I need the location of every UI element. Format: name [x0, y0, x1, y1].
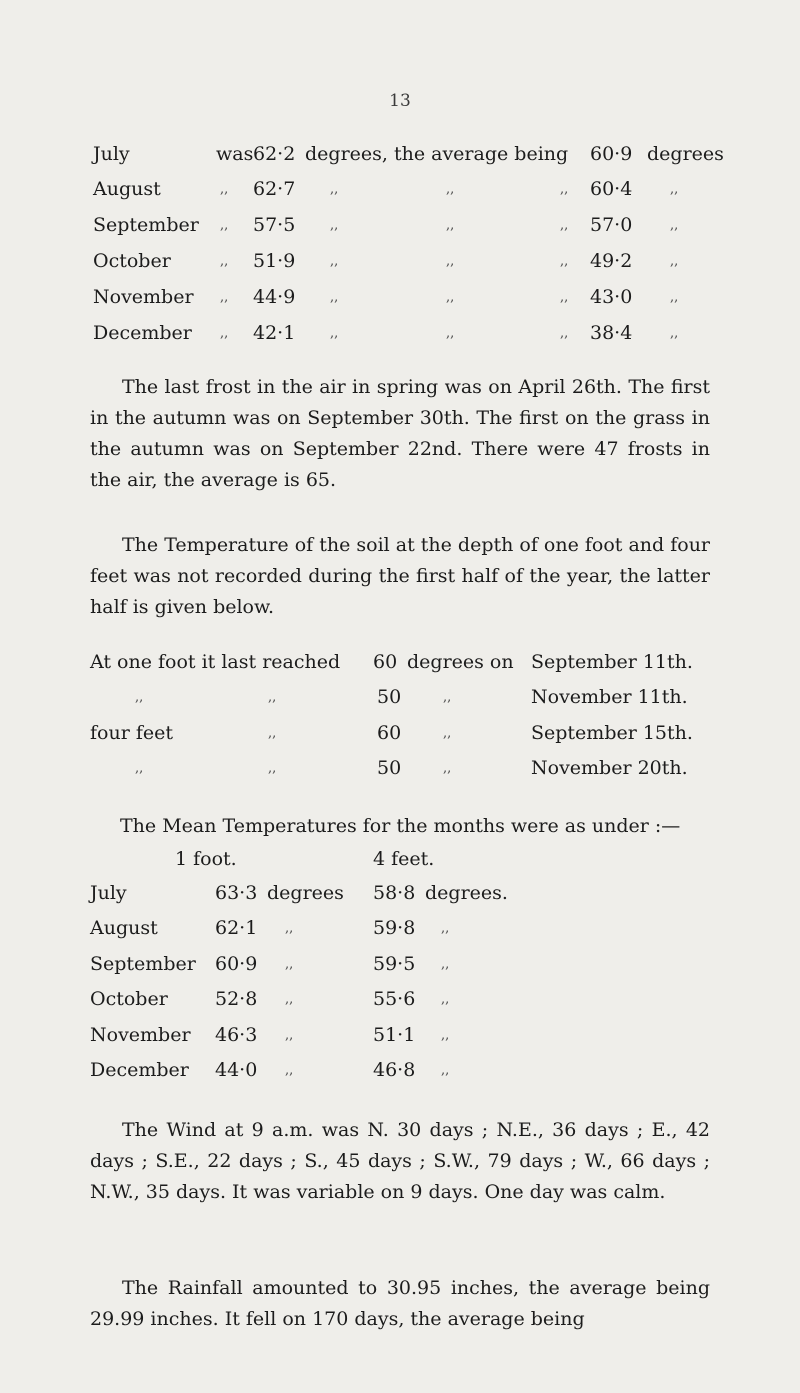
ditto-mark: ,, — [220, 182, 229, 197]
month-label: August — [93, 178, 161, 200]
was-label: was — [216, 143, 254, 165]
date: November 20th. — [531, 757, 688, 779]
ditto-mark: ,, — [441, 921, 450, 936]
value: 51·9 — [253, 250, 296, 272]
depth-label: At one foot it last reached — [90, 651, 341, 673]
month-label: November — [90, 1024, 191, 1046]
ditto-mark: ,, — [330, 254, 339, 269]
ditto-mark: ,, — [268, 761, 277, 776]
date: September 11th. — [531, 651, 693, 673]
month-label: November — [93, 286, 194, 308]
soil-paragraph: The Temperature of the soil at the depth of one foot and four feet was not recorded during the first half of the year, the latter half is given below. — [90, 534, 711, 618]
ditto-mark: ,, — [268, 726, 277, 741]
ditto-mark: ,, — [285, 921, 294, 936]
value: 44·9 — [253, 286, 296, 308]
page-number: 13 — [389, 91, 411, 111]
ditto-mark: ,, — [330, 182, 339, 197]
ditto-mark: ,, — [446, 326, 455, 341]
month-label: October — [90, 988, 168, 1010]
ditto-mark: ,, — [441, 1063, 450, 1078]
value: 60 — [373, 651, 398, 673]
ditto-mark: ,, — [560, 326, 569, 341]
ditto-mark: ,, — [670, 290, 679, 305]
ditto-mark: ,, — [285, 957, 294, 972]
four-feet-value: 55·6 — [373, 988, 416, 1010]
average-value: 57·0 — [590, 214, 633, 236]
average-unit: degrees — [647, 143, 724, 165]
value: 60 — [377, 722, 402, 744]
value: 50 — [377, 686, 402, 708]
four-feet-value: 58·8 — [373, 882, 416, 904]
month-label: July — [90, 882, 127, 904]
ditto-mark: ,, — [220, 254, 229, 269]
rainfall-paragraph: The Rainfall amounted to 30.95 inches, the average being 29.99 inches. It fell on 170 days, the average being — [90, 1277, 710, 1330]
ditto-mark: ,, — [446, 290, 455, 305]
ditto-mark: ,, — [441, 992, 450, 1007]
ditto-mark: ,, — [446, 182, 455, 197]
four-feet-value: 51·1 — [373, 1024, 416, 1046]
ditto-mark: ,, — [670, 182, 679, 197]
ditto-mark: ,, — [443, 761, 452, 776]
ditto-mark: ,, — [268, 690, 277, 705]
ditto-mark: ,, — [220, 218, 229, 233]
ditto-mark: ,, — [560, 182, 569, 197]
average-value: 38·4 — [590, 322, 633, 344]
one-foot-value: 46·3 — [215, 1024, 258, 1046]
wind-paragraph: The Wind at 9 a.m. was N. 30 days ; N.E., 36 days ; E., 42 days ; S.E., 22 days ; S., 45 days ; S.W., 79 days ; W., 66 days ; N.W., 35 days. It was variable on 9 days. One day was calm. — [90, 1119, 710, 1203]
unit-text: degrees — [267, 882, 344, 904]
value: 62·2 — [253, 143, 296, 165]
ditto-mark: ,, — [441, 1028, 450, 1043]
unit-text: degrees, the average being — [305, 143, 569, 165]
value: 42·1 — [253, 322, 296, 344]
month-label: September — [93, 214, 199, 236]
unit-text: degrees on — [407, 651, 514, 673]
month-label: July — [93, 143, 130, 165]
ditto-mark: ,, — [446, 218, 455, 233]
column-head-four-feet: 4 feet. — [373, 848, 435, 870]
ditto-mark: ,, — [330, 290, 339, 305]
four-feet-value: 46·8 — [373, 1059, 416, 1081]
one-foot-value: 60·9 — [215, 953, 258, 975]
ditto-mark: ,, — [560, 218, 569, 233]
average-value: 49·2 — [590, 250, 633, 272]
date: November 11th. — [531, 686, 688, 708]
ditto-mark: ,, — [446, 254, 455, 269]
ditto-mark: ,, — [135, 690, 144, 705]
column-head-one-foot: 1 foot. — [175, 848, 237, 870]
ditto-mark: ,, — [135, 761, 144, 776]
average-value: 60·4 — [590, 178, 633, 200]
ditto-mark: ,, — [285, 1028, 294, 1043]
ditto-mark: ,, — [443, 726, 452, 741]
mean-temperatures-heading: The Mean Temperatures for the months were as under :— — [120, 815, 681, 837]
four-feet-value: 59·5 — [373, 953, 416, 975]
month-label: August — [90, 917, 158, 939]
ditto-mark: ,, — [670, 326, 679, 341]
ditto-mark: ,, — [560, 254, 569, 269]
month-label: October — [93, 250, 171, 272]
average-value: 60·9 — [590, 143, 633, 165]
average-value: 43·0 — [590, 286, 633, 308]
value: 50 — [377, 757, 402, 779]
value: 57·5 — [253, 214, 296, 236]
depth-label: four feet — [90, 722, 173, 744]
one-foot-value: 52·8 — [215, 988, 258, 1010]
one-foot-value: 63·3 — [215, 882, 258, 904]
ditto-mark: ,, — [330, 218, 339, 233]
ditto-mark: ,, — [670, 254, 679, 269]
ditto-mark: ,, — [443, 690, 452, 705]
value: 62·7 — [253, 178, 296, 200]
ditto-mark: ,, — [330, 326, 339, 341]
ditto-mark: ,, — [560, 290, 569, 305]
ditto-mark: ,, — [670, 218, 679, 233]
month-label: September — [90, 953, 196, 975]
ditto-mark: ,, — [285, 1063, 294, 1078]
month-label: December — [93, 322, 192, 344]
one-foot-value: 62·1 — [215, 917, 258, 939]
ditto-mark: ,, — [285, 992, 294, 1007]
ditto-mark: ,, — [220, 326, 229, 341]
date: September 15th. — [531, 722, 693, 744]
four-feet-value: 59·8 — [373, 917, 416, 939]
unit-text: degrees. — [425, 882, 508, 904]
one-foot-value: 44·0 — [215, 1059, 258, 1081]
month-label: December — [90, 1059, 189, 1081]
ditto-mark: ,, — [220, 290, 229, 305]
ditto-mark: ,, — [441, 957, 450, 972]
frost-paragraph: The last frost in the air in spring was on April 26th. The first in the autumn was on September 30th. The first on the grass in the autumn was on September 22nd. There were 47 frosts in the air, the average is 65. — [90, 376, 710, 491]
